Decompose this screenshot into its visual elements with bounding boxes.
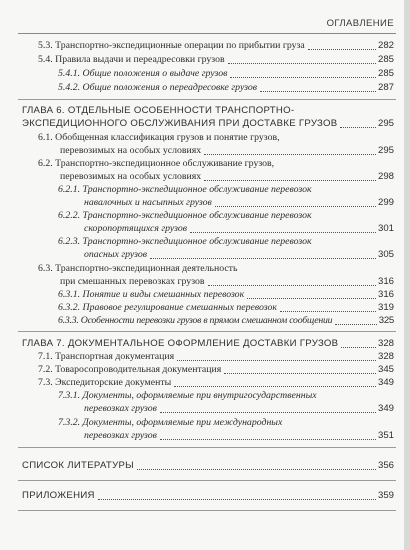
toc-page-number: 351 xyxy=(377,430,394,441)
toc-entry-label: при смешанных перевозках грузов xyxy=(60,276,205,287)
toc-page-number: 325 xyxy=(378,315,394,326)
toc-page-number: 328 xyxy=(377,351,394,362)
toc-chapter-title-line1: ГЛАВА 6. ОТДЕЛЬНЫЕ ОСОБЕННОСТИ ТРАНСПОРТНО- xyxy=(22,105,295,116)
divider-rule xyxy=(18,99,396,100)
toc-entry-section xyxy=(38,54,394,67)
toc-entry-subsection xyxy=(84,403,394,416)
toc-entry-label: 7.2. Товаросопроводительная документация xyxy=(38,364,222,375)
toc-page-number: 356 xyxy=(377,460,394,471)
toc-entry-label-line1: 6.3. Транспортно-экспедиционная деятельность xyxy=(38,263,238,274)
toc-entry-label: СПИСОК ЛИТЕРАТУРЫ xyxy=(22,460,134,471)
toc-entry-subsection xyxy=(84,430,394,443)
dot-leader xyxy=(340,127,376,128)
toc-entry-subsection xyxy=(58,82,394,95)
toc-entry-label-line1: 6.2.2. Транспортно-экспедиционное обслуживание перевозок xyxy=(58,210,312,221)
toc-entry-subsection xyxy=(84,223,394,236)
divider-rule xyxy=(18,447,396,448)
toc-entry-label-line1: 7.3.2. Документы, оформляемые при международных xyxy=(58,417,283,428)
dot-leader xyxy=(341,347,376,348)
toc-entry-subsection xyxy=(58,289,394,302)
toc-page-number: 282 xyxy=(377,40,394,51)
toc-page-number: 316 xyxy=(377,276,394,287)
dot-leader xyxy=(160,412,376,413)
toc-entry-label: ПРИЛОЖЕНИЯ xyxy=(22,490,95,501)
toc-entry-label-line1: 6.1. Обобщенная классификация грузов и понятие грузов, xyxy=(38,132,280,143)
dot-leader xyxy=(247,298,376,299)
dot-leader xyxy=(204,154,376,155)
toc-entry-label: навалочных и насыпных грузов xyxy=(84,197,212,208)
toc-entry-label: 7.3. Экспедиторские документы xyxy=(38,377,172,388)
toc-entry-section xyxy=(38,377,394,390)
toc-page-number: 305 xyxy=(377,249,394,260)
toc-page-number: 301 xyxy=(377,223,394,234)
toc-page-number: 295 xyxy=(377,118,394,129)
toc-entry-label: опасных грузов xyxy=(84,249,147,260)
toc-entry-label: 5.4. Правила выдачи и переадресовки грузов xyxy=(38,54,225,65)
toc-entry-label: 6.3.3. Особенности перевозки грузов в прямом смешанном сообщении xyxy=(58,315,333,326)
dot-leader xyxy=(204,180,376,181)
dot-leader xyxy=(335,324,376,325)
dot-leader xyxy=(174,386,376,387)
toc-entry-label: ГЛАВА 7. ДОКУМЕНТАЛЬНОЕ ОФОРМЛЕНИЕ ДОСТАВКИ ГРУЗОВ xyxy=(22,338,339,349)
toc-entry-label: перевозимых на особых условиях xyxy=(60,171,202,182)
toc-page-number: 295 xyxy=(377,145,394,156)
dot-leader xyxy=(215,206,376,207)
toc-entry-section xyxy=(38,40,394,53)
dot-leader xyxy=(177,360,376,361)
dot-leader xyxy=(137,469,376,470)
toc-entry-label-line1: 6.2.1. Транспортно-экспедиционное обслуживание перевозок xyxy=(58,184,312,195)
toc-entry-label-line1: 6.2.3. Транспортно-экспедиционное обслуживание перевозок xyxy=(58,236,312,247)
divider-rule xyxy=(18,510,396,511)
toc-entry-subsection xyxy=(84,249,394,262)
toc-entry-label-line1: 6.2. Транспортно-экспедиционное обслуживание грузов, xyxy=(38,158,275,169)
toc-entry-label: 5.4.2. Общие положения о переадресовке грузов xyxy=(58,82,258,93)
toc-page-number: 316 xyxy=(377,289,394,300)
toc-entry-label: перевозках грузов xyxy=(84,430,157,441)
toc-entry-chapter xyxy=(22,118,394,131)
dot-leader xyxy=(208,285,376,286)
toc-entry-section xyxy=(60,171,394,184)
toc-entry-label: перевозках грузов xyxy=(84,403,157,414)
toc-entry-section xyxy=(60,276,394,289)
dot-leader xyxy=(190,232,376,233)
dot-leader xyxy=(160,439,376,440)
toc-page-number: 359 xyxy=(377,490,394,501)
toc-page-number: 349 xyxy=(377,377,394,388)
divider-rule xyxy=(18,331,396,332)
toc-page-number: 319 xyxy=(377,302,394,313)
toc-entry-label: 6.3.2. Правовое регулирование смешанных перевозок xyxy=(58,302,277,313)
toc-entry-section xyxy=(38,351,394,364)
toc-entry-label: 5.3. Транспортно-экспедиционные операции по прибытии груза xyxy=(38,40,305,51)
toc-entry-label: перевозимых на особых условиях xyxy=(60,145,202,156)
toc-entry-subsection xyxy=(58,68,394,81)
divider-rule xyxy=(18,480,396,481)
dot-leader xyxy=(228,63,376,64)
dot-leader xyxy=(230,77,376,78)
dot-leader xyxy=(260,91,376,92)
toc-entry-section xyxy=(60,145,394,158)
toc-entry-label: 7.1. Транспортная документация xyxy=(38,351,175,362)
dot-leader xyxy=(280,311,376,312)
toc-page-number: 328 xyxy=(377,338,394,349)
toc-entry-label: 5.4.1. Общие положения о выдаче грузов xyxy=(58,68,228,79)
dot-leader xyxy=(150,258,376,259)
toc-entry-chapter xyxy=(22,338,394,351)
dot-leader xyxy=(308,49,376,50)
toc-page-number: 287 xyxy=(377,82,394,93)
toc-page-number: 349 xyxy=(377,403,394,414)
toc-entry-label: ЭКСПЕДИЦИОННОГО ОБСЛУЖИВАНИЯ ПРИ ДОСТАВКЕ ГРУЗОВ xyxy=(22,118,338,129)
toc-entry-subsection xyxy=(58,315,394,328)
toc-entry-section xyxy=(38,364,394,377)
toc-entry-label-line1: 7.3.1. Документы, оформляемые при внутригосударственных xyxy=(58,390,317,401)
running-head: ОГЛАВЛЕНИЕ xyxy=(326,18,394,29)
dot-leader xyxy=(98,499,376,500)
toc-entry-chapter xyxy=(22,460,394,473)
toc-entry-label: скоропортящихся грузов xyxy=(84,223,187,234)
toc-entry-label: 6.3.1. Понятие и виды смешанных перевозок xyxy=(58,289,245,300)
toc-entry-subsection xyxy=(84,197,394,210)
toc-page-number: 285 xyxy=(377,54,394,65)
toc-entry-chapter xyxy=(22,490,394,503)
toc-page-number: 345 xyxy=(377,364,394,375)
toc-entry-subsection xyxy=(58,302,394,315)
toc-page-number: 299 xyxy=(377,197,394,208)
dot-leader xyxy=(224,373,376,374)
toc-page-number: 298 xyxy=(377,171,394,182)
toc-page-number: 285 xyxy=(377,68,394,79)
